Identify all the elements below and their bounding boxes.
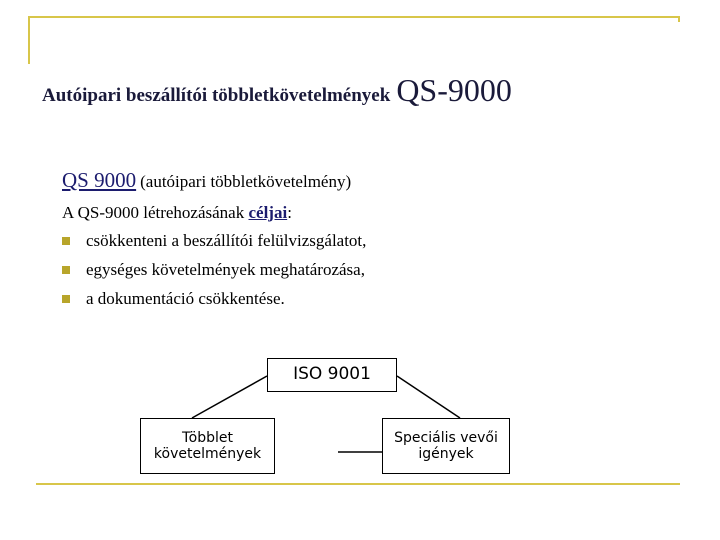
special-customer-needs-box <box>382 418 510 474</box>
qs-9000-link[interactable]: QS 9000 <box>62 168 137 192</box>
extra-requirements-box <box>140 418 275 474</box>
qs-description: (autóipari többletkövetelmény) <box>140 172 352 191</box>
connector-iso-left <box>192 376 267 418</box>
list-item-text: csökkenteni a beszállítói felülvizsgálatot, <box>86 231 367 250</box>
purpose-prefix: A QS-9000 létrehozásának <box>62 203 245 222</box>
list-item-text: egységes követelmények meghatározása, <box>86 260 365 279</box>
slide-title-code: QS-9000 <box>396 72 512 108</box>
iso-9001-box <box>267 358 397 392</box>
connector-iso-right <box>397 376 460 418</box>
iso-9001-label: ISO 9001 <box>293 364 371 385</box>
slide-title-main: Autóipari beszállítói többletkövetelmények <box>42 85 391 106</box>
extra-requirements-line2: követelmények <box>153 446 262 462</box>
special-needs-line1: Speciális vevői <box>394 429 498 446</box>
extra-requirements-line1: Többlet <box>181 429 234 446</box>
purpose-suffix: : <box>287 203 292 222</box>
special-needs-line2: igények <box>418 446 474 462</box>
purpose-keyword: céljai <box>248 203 288 222</box>
list-item-text: a dokumentáció csökkentése. <box>86 289 285 308</box>
